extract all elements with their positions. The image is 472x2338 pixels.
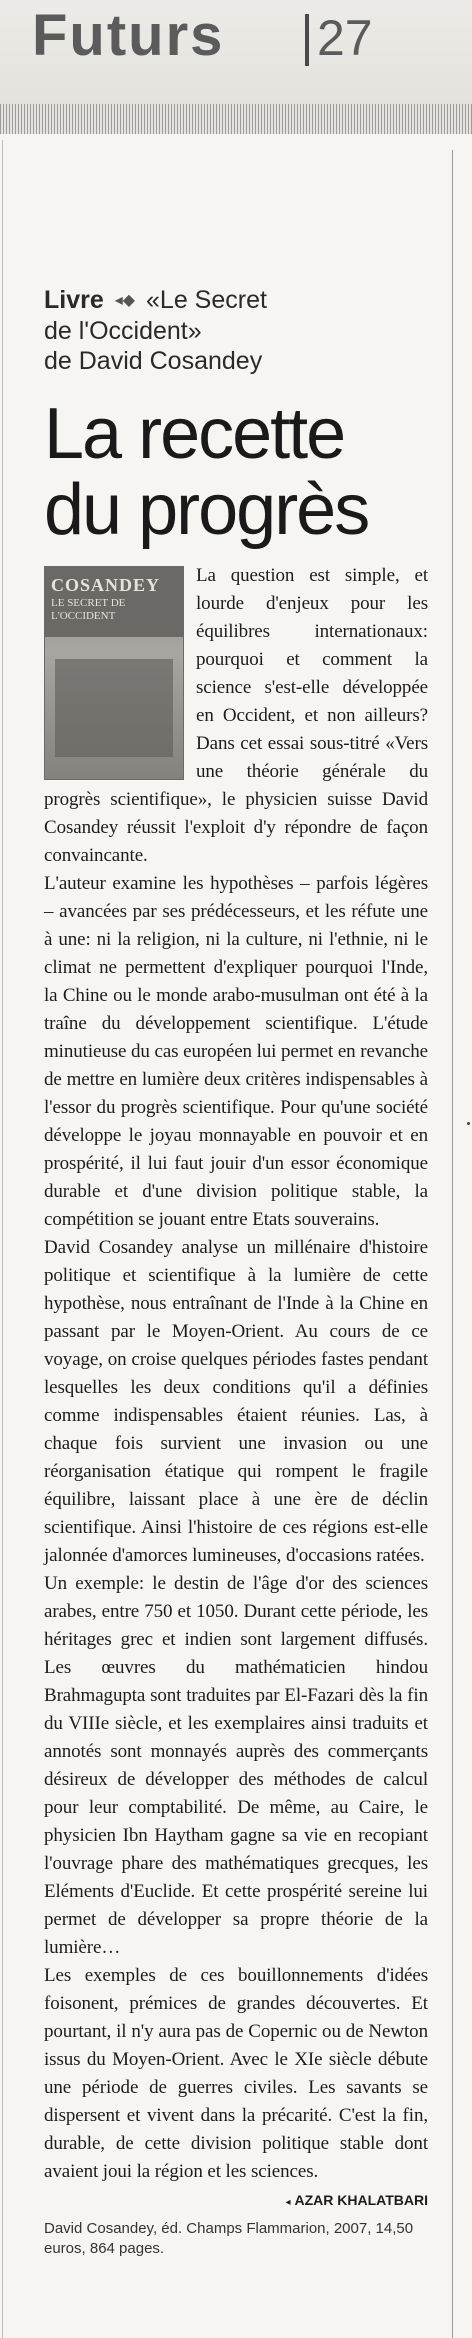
article	[44, 285, 428, 2259]
byline	[44, 2188, 428, 2215]
book-author-line: de David Cosandey	[44, 347, 263, 376]
header-divider	[305, 14, 309, 66]
paragraph: David Cosandey analyse un millénaire d'histoire politique et scientifique à la lumière de cette hypothèse, nous entraînant de l'Inde à la Chine en passant par le Moyen-Orient. Au cours de ce voyage, on croise quelques périodes fastes pendant lesquelles les deux conditions qu'il a définies comme indispensables étaient réunies. Las, à chaque fois survient une invasion ou une réorganisation étatique qui rompent le fragile équilibre, laissant place à une ère de déclin scientifique. Ainsi l'histoire de ces régions est-elle jalonnée d'amorces lumineuses, d'occasions ratées.	[44, 1237, 428, 1567]
left-column-rule	[2, 140, 3, 2338]
book-title-line1: «Le Secret	[146, 286, 267, 314]
section-title: Futurs	[32, 3, 225, 68]
kicker-label: Livre	[44, 286, 104, 314]
arrow-left-icon: ◂	[285, 2197, 291, 2209]
kicker	[44, 285, 428, 376]
margin-dot	[467, 1122, 470, 1125]
paragraph: La question est simple, et lourde d'enjeux pour les équilibres internationaux: pourquoi et comment la science s'est-elle développée en Occident, et non ailleurs? Dans cet essai sous-titré «Vers une théorie générale du progrès scientifique», le physicien suisse David Cosandey réussit l'exploit d'y répondre de façon convaincante.	[44, 565, 428, 867]
headline-line2: du progrès	[44, 470, 369, 551]
byline-author: AZAR KHALATBARI	[294, 2192, 428, 2209]
paragraph: L'auteur examine les hypothèses – parfois légères – avancées par ses prédécesseurs, et les réfute une à une: ni la religion, ni la culture, ni l'ethnie, ni le climat ne permettent d'expliquer pourquoi l'Inde, la Chine ou le monde arabo-musulman ont été à la traîne du développement scientifique. L'étude minutieuse du cas européen lui permet en revanche de mettre en lumière deux critères indispensables à l'essor du progrès scientifique. Pour qu'une société développe le joyau monnayable en pouvoir et en prospérité, il lui faut jouir d'un essor économique durable et d'une division politique stable, la compétition se jouant entre Etats souverains.	[44, 873, 428, 1231]
book-cover-image	[44, 566, 184, 780]
paragraph: Un exemple: le destin de l'âge d'or des sciences arabes, entre 750 et 1050. Durant cette période, les héritages grec et indien sont largement diffusés. Les œuvres du mathématicien hindou Brahmagupta sont traduites par El-Fazari dès la fin du VIIIe siècle, et les exemplaires ainsi traduits et annotés sont monnayés auprès des commerçants désireux de développer des méthodes de calcul pour leur comptabilité. De même, au Caire, le physicien Ibn Haytham gagne sa vie en recopiant l'ouvrage phare des mathématiques grecques, les Eléments d'Euclide. Et cette prospérité sereine lui permet de développer sa propre théorie de la lumière…	[44, 1573, 428, 1959]
page-number: 27	[317, 10, 373, 66]
cover-title: LE SECRET DE L'OCCIDENT	[51, 597, 126, 623]
book-reference: David Cosandey, éd. Champs Flammarion, 2007, 14,50 euros, 864 pages.	[44, 2220, 414, 2258]
hatch-band	[0, 104, 472, 134]
headline	[44, 394, 428, 551]
paragraph: Les exemples de ces bouillonnements d'idées foisonent, prémices de grandes découvertes. Et pourtant, il n'y aura pas de Copernic ou de Newton issus du Moyen-Orient. Avec le XIe siècle débute une période de guerres civiles. Les savants se dispersent et vivent dans la précarité. C'est la fin, durable, de cette division politique stable dont avaient joui la région et les sciences.	[44, 1965, 428, 2183]
headline-line1: La recette	[44, 394, 345, 475]
cover-author: COSANDEY	[51, 575, 161, 596]
arrow-diamond-icon: ◂◆	[114, 292, 136, 310]
cover-illustration	[55, 659, 173, 757]
article-body	[44, 562, 428, 2259]
right-column-rule	[452, 150, 453, 2338]
book-title-line2: de l'Occident»	[44, 317, 202, 346]
